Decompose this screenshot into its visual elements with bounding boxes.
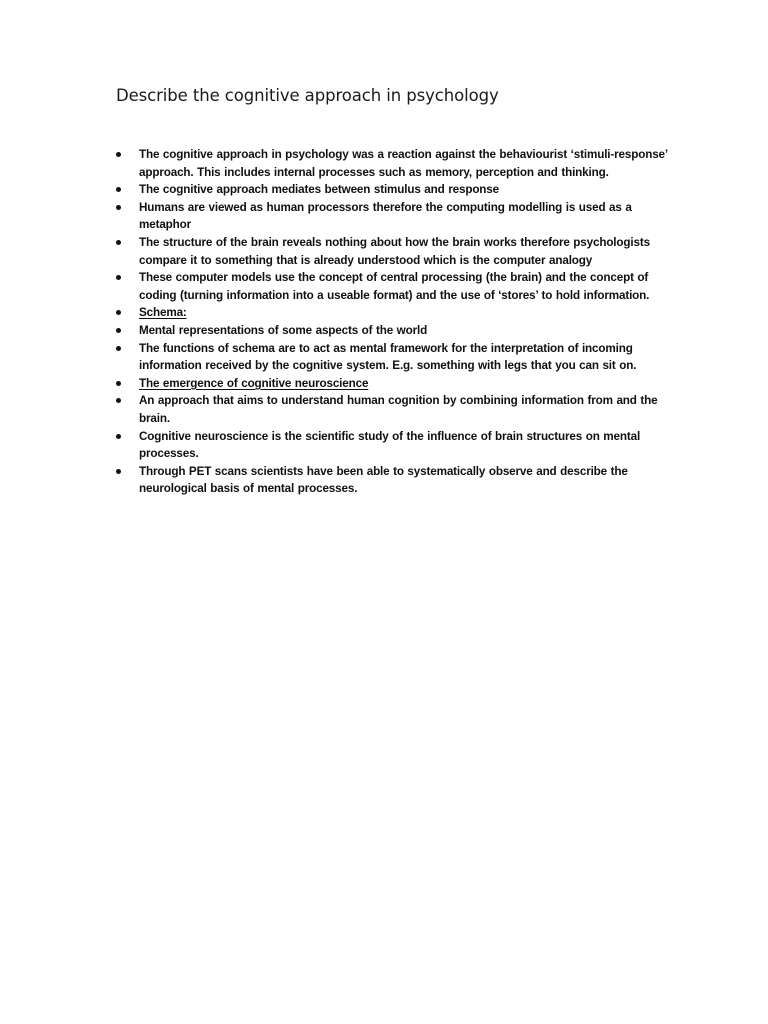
bullet-text: Schema:: [139, 306, 187, 320]
bullet-text: The emergence of cognitive neuroscience: [139, 376, 369, 390]
bullet-item: [116, 392, 676, 427]
bullet-text: The structure of the brain reveals nothing about how the brain works therefore psychologists compare it to something that is already understood which is the computer analogy: [139, 235, 650, 267]
bullet-text: An approach that aims to understand human cognition by combining information from and the brain.: [139, 394, 658, 425]
bullet-text: Mental representations of some aspects of the world: [139, 323, 428, 337]
bullet-item: [116, 340, 676, 375]
bullet-text: The cognitive approach mediates between stimulus and response: [139, 183, 500, 197]
bullet-text: The cognitive approach in psychology was a reaction against the behaviourist ‘stimuli-response’ approach. This includes internal processes such as memory, perception and thinking.: [139, 148, 668, 179]
bullet-item: [116, 181, 676, 199]
bullet-item: [116, 463, 676, 498]
bullet-item: [116, 146, 676, 181]
bullet-item: [116, 199, 676, 234]
bullet-item: [116, 234, 676, 269]
bullet-text: The functions of schema are to act as mental framework for the interpretation of incoming information received by the cognitive system. E.g. something with legs that you can sit on.: [139, 341, 637, 373]
bullet-text: Cognitive neuroscience is the scientific study of the influence of brain structures on mental processes.: [139, 429, 641, 461]
section-heading-schema: [116, 304, 676, 322]
bullet-text: Through PET scans scientists have been able to systematically observe and describe the neurological basis of mental processes.: [139, 464, 628, 496]
bullet-list: [116, 146, 676, 498]
section-heading-neuroscience: [116, 375, 676, 393]
bullet-text: These computer models use the concept of central processing (the brain) and the concept of coding (turning information into a useable format) and the use of ‘stores’ to hold information.: [139, 271, 650, 302]
bullet-item: [116, 428, 676, 463]
bullet-item: [116, 322, 676, 340]
bullet-item: [116, 269, 676, 304]
bullet-text: Humans are viewed as human processors therefore the computing modelling is used as a metaphor: [139, 200, 632, 232]
document-title: Describe the cognitive approach in psychology: [116, 86, 499, 105]
